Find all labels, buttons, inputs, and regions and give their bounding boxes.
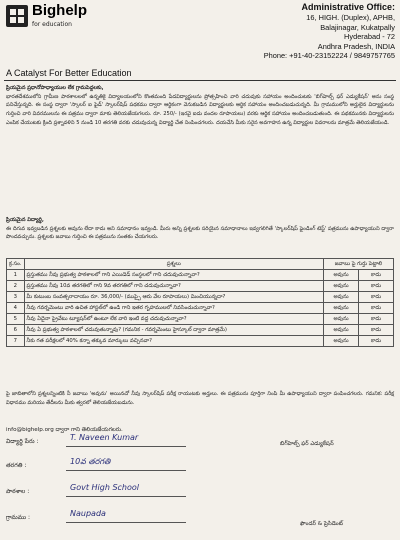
office-line-4: Andhra Pradesh, INDIA xyxy=(317,41,395,51)
table-header-row xyxy=(7,259,394,270)
intro-greeting: ప్రియమైన ప్రధానోపాధ్యాయుల లేక గ్రామపెద్దలకు, xyxy=(6,85,104,91)
row-number: 6 xyxy=(7,325,25,336)
table-row xyxy=(7,270,394,281)
header-questions: ప్రశ్నలు xyxy=(24,259,323,270)
table-row xyxy=(7,314,394,325)
row-number: 7 xyxy=(7,336,25,347)
table-row xyxy=(7,336,394,347)
answer-yes[interactable]: అవును xyxy=(324,292,359,303)
school-value[interactable]: Govt High School xyxy=(70,483,139,492)
brand-subtitle: for education xyxy=(32,21,72,28)
answer-yes[interactable]: అవును xyxy=(324,336,359,347)
header-answer: జవాబు పై గుర్తు పెట్టాలి xyxy=(324,259,394,270)
row-number: 5 xyxy=(7,314,25,325)
row-question: నీవు ఏదైనా ప్రైవేటు ట్యూషన్‌లో ఉంటూ లేక వారి ఇంటి వద్ద చదువుచున్నావా? xyxy=(24,314,323,325)
answer-no[interactable]: కాదు xyxy=(359,303,394,314)
village-label: గ్రామము : xyxy=(6,514,31,521)
row-number: 3 xyxy=(7,292,25,303)
table-row xyxy=(7,281,394,292)
answer-no[interactable]: కాదు xyxy=(359,270,394,281)
answer-no[interactable]: కాదు xyxy=(359,314,394,325)
header-serial: క్ర.సం. xyxy=(7,259,25,270)
class-value[interactable]: 10వ తరగతి xyxy=(70,457,111,466)
intro-section xyxy=(6,84,394,128)
student-section xyxy=(6,216,394,242)
office-title: Administrative Office: xyxy=(301,2,395,12)
row-question: నీకు గత పరీక్షలలో 40% కన్నా తక్కువ మార్కులు వచ్చినవా? xyxy=(24,336,323,347)
questionnaire-table xyxy=(6,258,394,347)
name-underline xyxy=(66,446,186,447)
brand-name: Bighelp xyxy=(32,2,87,19)
answer-no[interactable]: కాదు xyxy=(359,292,394,303)
answer-yes[interactable]: అవును xyxy=(324,270,359,281)
row-question: ప్రస్తుతము నీవు ప్రభుత్వ పాఠశాలలో గాని ఎయిడెడ్ సంస్థలలో గాని చదువుచున్నావా? xyxy=(24,270,323,281)
table-row xyxy=(7,292,394,303)
row-question: ప్రస్తుతము నీవు 10వ తరగతిలో గాని 9వ తరగతిలో గాని చదువుచున్నావా? xyxy=(24,281,323,292)
signature-designation: ఫౌండర్ & ప్రెసిడెంట్ xyxy=(300,521,343,527)
name-value[interactable]: T. Naveen Kumar xyxy=(70,433,139,442)
class-label: తరగతి : xyxy=(6,462,27,469)
row-number: 1 xyxy=(7,270,25,281)
office-line-1: 16, HIGH. (Duplex), APHB, xyxy=(306,13,395,22)
table-row xyxy=(7,325,394,336)
row-number: 2 xyxy=(7,281,25,292)
office-phone: Phone: +91-40-23152224 / 9849757765 xyxy=(263,51,395,61)
answer-no[interactable]: కాదు xyxy=(359,325,394,336)
answer-yes[interactable]: అవును xyxy=(324,325,359,336)
school-label: పాఠశాల : xyxy=(6,488,30,495)
header-divider xyxy=(4,80,396,81)
row-question: నీవు ఏ ప్రభుత్వ పాఠశాలలో చదువుతున్నావు? (గమనిక - గవర్నమెంటు హైస్కూల్ ద్వారా మాత్రమే) xyxy=(24,325,323,336)
village-value[interactable]: Naupada xyxy=(70,509,106,518)
school-underline xyxy=(66,496,186,497)
note-body: పై జాబితాలోని ప్రశ్నలన్నింటికి నీ జవాబు 'అవును' అయినచో నీవు స్కాలర్‌షిప్ పరీక్ష రాయుటకు అర్హులు. ఈ పత్రమును పూర్తిగా నింపి మీ ఉపాధ్యాయుని ద్వారా పంపించగలరు. గమనిక: పరీక్ష విధానము మరియు తేదీలను మీకు త్వరలో తెలియజేయబడును. xyxy=(6,391,394,406)
answer-yes[interactable]: అవును xyxy=(324,314,359,325)
answer-no[interactable]: కాదు xyxy=(359,336,394,347)
answer-no[interactable]: కాదు xyxy=(359,281,394,292)
student-heading: ప్రియమైన విద్యార్థి, xyxy=(6,217,44,223)
answer-yes[interactable]: అవును xyxy=(324,281,359,292)
tagline: A Catalyst For Better Education xyxy=(6,68,132,78)
office-address xyxy=(195,2,395,61)
answer-yes[interactable]: అవును xyxy=(324,303,359,314)
row-number: 4 xyxy=(7,303,25,314)
row-question: మీ కుటుంబ సంవత్సరాదాయం రూ. 36,000/- (ముప్పై ఆరు వేల రూపాయలు) మించియున్నదా? xyxy=(24,292,323,303)
table-row xyxy=(7,303,394,314)
village-underline xyxy=(66,522,186,523)
office-line-2: Balajinagar, Kukatpally xyxy=(320,22,395,32)
intro-body: భారతదేశములోని గ్రామీణ పాఠశాలలలో ఉన్నతికై విద్యాలయంలోని కొంతమంది పేదవిద్యార్థులను ప్రోత్సహించి వారి చదువుకు సహాయం అందించుటకు 'బిగ్‌హెల్ప్ ఫర్ ఎడ్యుకేషన్' అను సంస్థ పనిచేస్తున్నది. ఈ సంస్థ ద్వారా 'స్కాలర్ ఐ ఫైడ్' స్కాలర్‌షిప్ పథకము ద్వారా ఆర్థికంగా వెనుకబడిన విద్యార్థులకు ఆర్థిక సహాయం అందించబడుచున్నది. మీ గ్రామములోని అర్హులైన విద్యార్థులను గుర్తించి వారి వివరములను ఈ పత్రము ద్వారా మాకు తెలియజేయగలరు. రూ. 250/- (ఇరవై ఐదు వందల రూపాయలు) వరకు ఆర్థిక సహాయం అందించబడుతుంది. ఈ పథకమునకు విద్యార్థులను ఎంపిక చేయుటకు క్రింది ప్రశ్నావళిని 5 నుండి 10 తరగతి వరకు చదువుచున్న విద్యార్థి చేత నింపించగలరు. దయచేసి మీకు సరైన అవగాహన ఉన్న విద్యార్థుల వివరాలను మాత్రమే తెలియజేయండి. xyxy=(6,93,394,126)
student-body: ఈ దిగువ ఇవ్వబడిన ప్రశ్నలకు అవును లేదా కాదు అని సమాధానం ఇవ్వండి. మీరు అన్ని ప్రశ్నలకు సరియైన సమాధానాలు ఇవ్వగలిగితే 'స్కాలర్‌షిప్ ఫైండింగ్ టెస్ట్' పత్రమును ఉపాధ్యాయుని ద్వారా పొందవచ్చును. ప్రశ్నలకు జవాబు గుర్తించి ఈ పత్రమును సంతకం చేయగలరు. xyxy=(6,225,394,241)
contact-email: info@bighelp.org ద్వారా గాని తెలియజేయగలరు. xyxy=(6,427,123,433)
name-label: విద్యార్థి పేరు : xyxy=(6,438,39,445)
signature-organization: బిగ్‌హెల్ప్ ఫర్ ఎడ్యుకేషన్ xyxy=(280,441,334,447)
class-underline xyxy=(66,470,186,471)
row-question: నీవు గవర్నమెంటు వారి ఉచిత హాస్టల్‌లో ఉండి గాని ఇతర గృహములలో నివసించుచున్నావా? xyxy=(24,303,323,314)
note-section xyxy=(6,390,394,407)
office-line-3: Hyderabad - 72 xyxy=(344,32,395,42)
bighelp-logo-icon xyxy=(5,4,29,28)
